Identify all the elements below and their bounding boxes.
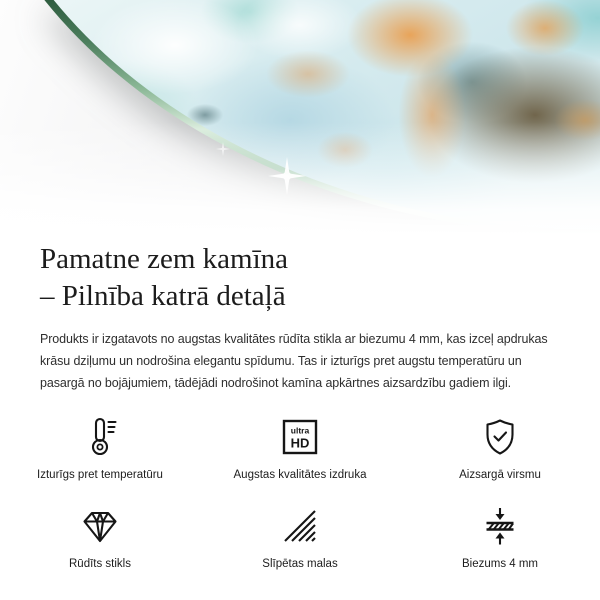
feature-thickness xyxy=(400,505,600,570)
feature-tempered-glass xyxy=(0,505,200,570)
feature-label: Aizsargā virsmu xyxy=(459,469,541,481)
marble-print-surface xyxy=(0,0,600,235)
features-grid xyxy=(0,416,600,570)
feature-beveled-edges xyxy=(200,505,400,570)
feature-label: Izturīgs pret temperatūru xyxy=(37,469,163,481)
feature-label: Biezums 4 mm xyxy=(461,558,539,570)
thickness-icon xyxy=(480,505,520,547)
feature-temperature xyxy=(0,416,200,481)
content-block xyxy=(0,241,600,570)
ultra-hd-icon xyxy=(280,416,320,458)
page-title-line1: Pamatne zem kamīna xyxy=(40,243,289,275)
feature-print-quality xyxy=(200,416,400,481)
thermometer-icon xyxy=(80,416,120,458)
diamond-icon xyxy=(80,505,120,547)
beveled-edges-icon xyxy=(280,505,320,547)
hero-image xyxy=(0,0,600,235)
feature-label: Rūdīts stikls xyxy=(69,558,131,570)
glass-panel xyxy=(0,0,600,235)
ultra-hd-icon-text-bottom: HD xyxy=(290,435,310,451)
description-text: Produkts ir izgatavots no augstas kvalitātes rūdīta stikla ar biezumu 4 mm, kas izceļ apdrukas krāsu dziļumu un nodrošina elegantu spīdumu. Tas ir izturīgs pret augstu temperatūru un pasargā no bojājumiem, tādējādi nodrošinot kamīna apkārtnes aizsardzību gadiem ilgi. xyxy=(40,332,548,390)
ultra-hd-icon-text-top: ultra xyxy=(290,425,310,436)
feature-protection xyxy=(400,416,600,481)
page-title xyxy=(40,241,560,315)
shield-check-icon xyxy=(480,416,520,458)
feature-label: Augstas kvalitātes izdruka xyxy=(233,469,367,481)
page-title-line2: – Pilnība katrā detaļā xyxy=(40,280,286,312)
feature-label: Slīpētas malas xyxy=(262,558,338,570)
